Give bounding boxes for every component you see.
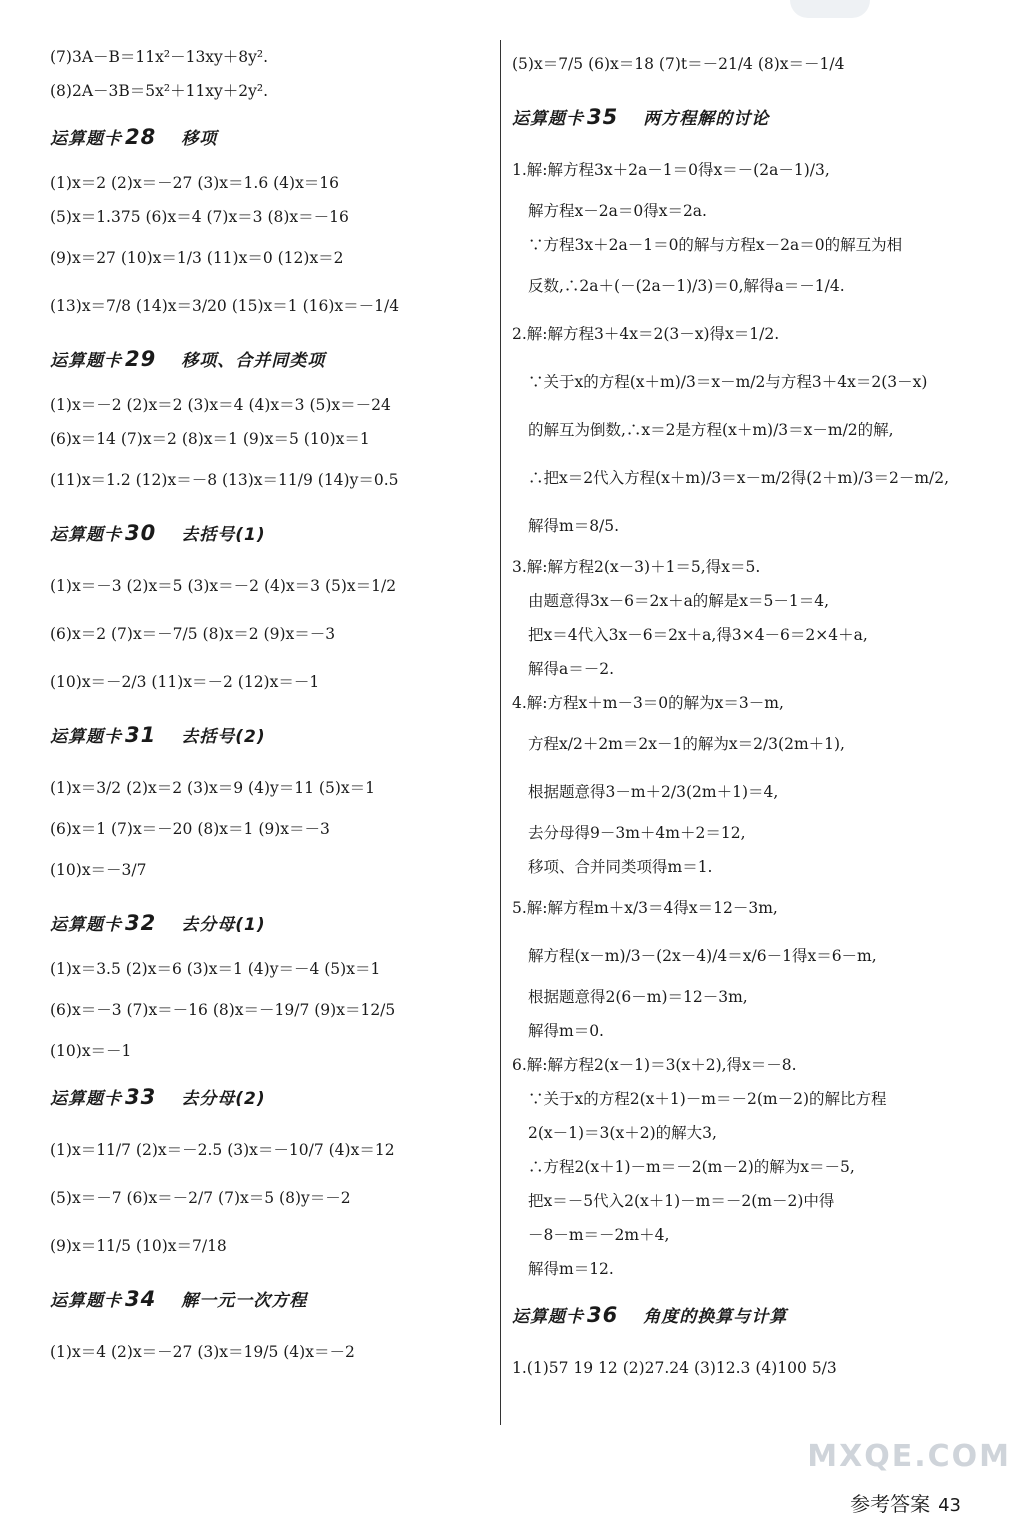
answer-line: 5.解:解方程m＋x/3＝4得x＝12－3m, xyxy=(512,899,778,917)
section-title xyxy=(50,720,490,750)
answer-line: ∵关于x的方程(x＋m)/3＝x－m/2与方程3＋4x＝2(3－x) xyxy=(528,373,928,391)
answer-line: (5)x＝7/5 (6)x＝18 (7)t＝－21/4 (8)x＝－1/4 xyxy=(512,55,845,73)
answer-line: 2.解:解方程3＋4x＝2(3－x)得x＝1/2. xyxy=(512,325,780,343)
spacer xyxy=(50,1068,490,1082)
answer-line: 去分母得9－3m＋4m＋2＝12, xyxy=(528,824,746,842)
answer-line: 解方程x－2a＝0得x＝2a. xyxy=(528,202,707,220)
section-title xyxy=(50,908,490,938)
section-title xyxy=(50,518,490,548)
section-topic: 移项、合并同类项 xyxy=(181,351,326,371)
answer-line: (11)x＝1.2 (12)x＝－8 (13)x＝11/9 (14)y＝0.5 xyxy=(50,471,399,489)
section-number: 32 xyxy=(125,911,157,935)
page-footer xyxy=(850,1488,961,1517)
answer-line: －8－m＝－2m＋4, xyxy=(528,1226,670,1244)
right-column xyxy=(512,40,982,1392)
answer-line: (7)3A－B＝11x²－13xy＋8y². xyxy=(50,48,269,66)
watermark-logo: MXQE.COM xyxy=(807,1439,1011,1474)
spacer xyxy=(50,894,490,908)
answer-line: ∴方程2(x＋1)－m＝－2(m－2)的解为x＝－5, xyxy=(528,1158,855,1176)
answer-line: (8)2A－3B＝5x²＋11xy＋2y². xyxy=(50,82,269,100)
answer-line: 把x＝－5代入2(x＋1)－m＝－2(m－2)中得 xyxy=(528,1192,835,1210)
section-number: 29 xyxy=(125,347,157,371)
answer-line: (1)x＝4 (2)x＝－27 (3)x＝19/5 (4)x＝－2 xyxy=(50,1343,355,1361)
spacer xyxy=(50,374,490,388)
section-number: 36 xyxy=(587,1303,619,1327)
answer-line: 由题意得3x－6＝2x＋a的解是x＝5－1＝4, xyxy=(528,592,830,610)
section-number: 33 xyxy=(125,1085,157,1109)
section-topic: 去括号(2) xyxy=(181,727,266,747)
spacer xyxy=(50,938,490,952)
answer-line: (6)x＝－3 (7)x＝－16 (8)x＝－19/7 (9)x＝12/5 xyxy=(50,1001,396,1019)
section-number: 31 xyxy=(125,723,157,747)
answer-line: (6)x＝14 (7)x＝2 (8)x＝1 (9)x＝5 (10)x＝1 xyxy=(50,430,370,448)
answer-line: 反数,∴2a＋(－(2a－1)/3)＝0,解得a＝－1/4. xyxy=(528,277,845,295)
answer-line: (10)x＝－3/7 xyxy=(50,861,147,879)
answer-line: 根据题意得3－m＋2/3(2m＋1)＝4, xyxy=(528,783,779,801)
answer-line: 解得m＝0. xyxy=(528,1022,604,1040)
answer-line: (1)x＝3/2 (2)x＝2 (3)x＝9 (4)y＝11 (5)x＝1 xyxy=(50,779,375,797)
column-divider xyxy=(500,40,501,1425)
answer-line: (9)x＝27 (10)x＝1/3 (11)x＝0 (12)x＝2 xyxy=(50,249,344,267)
answer-line: ∵关于x的方程2(x＋1)－m＝－2(m－2)的解比方程 xyxy=(528,1090,887,1108)
answer-line: (13)x＝7/8 (14)x＝3/20 (15)x＝1 (16)x＝－1/4 xyxy=(50,297,400,315)
section-number: 34 xyxy=(125,1287,157,1311)
answer-line: (1)x＝3.5 (2)x＝6 (3)x＝1 (4)y＝－4 (5)x＝1 xyxy=(50,960,381,978)
answer-line: 移项、合并同类项得m＝1. xyxy=(528,858,713,876)
spacer xyxy=(50,548,490,562)
section-label: 运算题卡 xyxy=(50,1291,122,1311)
page-number: 43 xyxy=(938,1495,961,1516)
answer-line: 3.解:解方程2(x－3)＋1＝5,得x＝5. xyxy=(512,558,761,576)
answer-line: 的解互为倒数,∴x＝2是方程(x＋m)/3＝x－m/2的解, xyxy=(528,421,894,439)
scan-artifact xyxy=(790,0,870,18)
spacer xyxy=(50,1270,490,1284)
spacer xyxy=(512,1286,982,1300)
section-topic: 角度的换算与计算 xyxy=(643,1307,788,1327)
answer-line: 根据题意得2(6－m)＝12－3m, xyxy=(528,988,748,1006)
section-title xyxy=(512,1300,982,1330)
answer-line: ∵方程3x＋2a－1＝0的解与方程x－2a＝0的解互为相 xyxy=(528,236,903,254)
section-label: 运算题卡 xyxy=(50,915,122,935)
section-topic: 去分母(1) xyxy=(181,915,266,935)
answer-line: (1)x＝2 (2)x＝－27 (3)x＝1.6 (4)x＝16 xyxy=(50,174,340,192)
answer-line: 2(x－1)＝3(x＋2)的解大3, xyxy=(528,1124,717,1142)
section-title xyxy=(50,1284,490,1314)
spacer xyxy=(50,706,490,720)
spacer xyxy=(512,1330,982,1344)
section-number: 35 xyxy=(587,105,619,129)
spacer xyxy=(512,88,982,102)
section-title xyxy=(50,122,490,152)
section-title xyxy=(50,1082,490,1112)
section-title xyxy=(50,344,490,374)
answer-line: (9)x＝11/5 (10)x＝7/18 xyxy=(50,1237,227,1255)
answer-line: (1)x＝－3 (2)x＝5 (3)x＝－2 (4)x＝3 (5)x＝1/2 xyxy=(50,577,397,595)
answer-line: (6)x＝2 (7)x＝－7/5 (8)x＝2 (9)x＝－3 xyxy=(50,625,336,643)
spacer xyxy=(50,750,490,764)
answer-line: (5)x＝－7 (6)x＝－2/7 (7)x＝5 (8)y＝－2 xyxy=(50,1189,351,1207)
section-label: 运算题卡 xyxy=(50,351,122,371)
answer-line: 6.解:解方程2(x－1)＝3(x＋2),得x＝－8. xyxy=(512,1056,797,1074)
spacer xyxy=(512,132,982,146)
spacer xyxy=(50,330,490,344)
left-column xyxy=(50,40,490,1376)
answer-line: 解得a＝－2. xyxy=(528,660,615,678)
section-topic: 去括号(1) xyxy=(181,525,266,545)
section-topic: 解一元一次方程 xyxy=(181,1291,308,1311)
section-label: 运算题卡 xyxy=(512,1307,584,1327)
answer-line: (6)x＝1 (7)x＝－20 (8)x＝1 (9)x＝－3 xyxy=(50,820,330,838)
section-number: 28 xyxy=(125,125,157,149)
answer-line: 解得m＝12. xyxy=(528,1260,614,1278)
spacer xyxy=(50,1112,490,1126)
section-title xyxy=(512,102,982,132)
answer-line: 1.(1)57 19 12 (2)27.24 (3)12.3 (4)100 5/3 xyxy=(512,1359,837,1377)
footer-label: 参考答案 xyxy=(850,1492,931,1516)
answer-line: (10)x＝－2/3 (11)x＝－2 (12)x＝－1 xyxy=(50,673,320,691)
spacer xyxy=(50,108,490,122)
spacer xyxy=(50,152,490,166)
answer-line: 方程x/2＋2m＝2x－1的解为x＝2/3(2m＋1), xyxy=(528,735,845,753)
answer-line: ∴把x＝2代入方程(x＋m)/3＝x－m/2得(2＋m)/3＝2－m/2, xyxy=(528,469,950,487)
section-label: 运算题卡 xyxy=(50,129,122,149)
section-number: 30 xyxy=(125,521,157,545)
answer-line: (1)x＝11/7 (2)x＝－2.5 (3)x＝－10/7 (4)x＝12 xyxy=(50,1141,395,1159)
section-label: 运算题卡 xyxy=(512,109,584,129)
section-topic: 去分母(2) xyxy=(181,1089,266,1109)
answer-line: (10)x＝－1 xyxy=(50,1042,132,1060)
answer-line: (5)x＝1.375 (6)x＝4 (7)x＝3 (8)x＝－16 xyxy=(50,208,349,226)
spacer xyxy=(50,504,490,518)
section-label: 运算题卡 xyxy=(50,1089,122,1109)
answer-line: (1)x＝－2 (2)x＝2 (3)x＝4 (4)x＝3 (5)x＝－24 xyxy=(50,396,391,414)
answer-line: 解得m＝8/5. xyxy=(528,517,620,535)
section-topic: 两方程解的讨论 xyxy=(643,109,770,129)
spacer xyxy=(50,1314,490,1328)
section-label: 运算题卡 xyxy=(50,727,122,747)
section-label: 运算题卡 xyxy=(50,525,122,545)
answer-line: 1.解:解方程3x＋2a－1＝0得x＝－(2a－1)/3, xyxy=(512,161,830,179)
answer-line: 4.解:方程x＋m－3＝0的解为x＝3－m, xyxy=(512,694,784,712)
answer-line: 把x＝4代入3x－6＝2x＋a,得3×4－6＝2×4＋a, xyxy=(528,626,868,644)
section-topic: 移项 xyxy=(181,129,218,149)
answer-line: 解方程(x－m)/3－(2x－4)/4＝x/6－1得x＝6－m, xyxy=(528,947,877,965)
